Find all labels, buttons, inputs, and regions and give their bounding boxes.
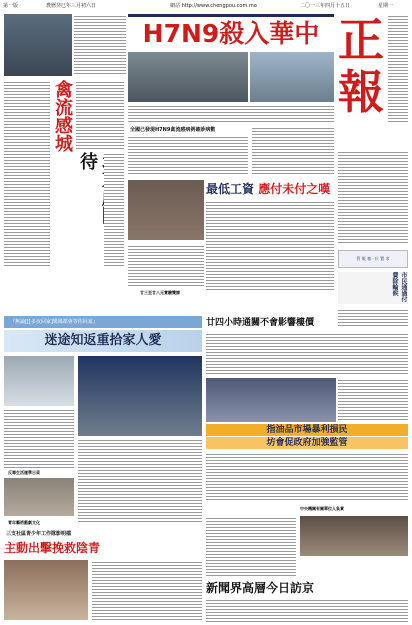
min-wage-title: 最低工資 [206,182,255,196]
lost-way-body [4,408,74,468]
flu-text-mid2 [104,152,124,266]
airport-photo [128,52,248,102]
masthead-char-1: 正 [338,13,384,67]
fuel-body [206,452,408,502]
side-vertical-block [338,272,408,304]
subhead-6: 中央機關有關單位人負責 [300,506,344,511]
hours24-body [206,332,408,376]
side-text [338,308,408,326]
h7n9-body-2 [128,135,248,175]
news-body-2 [206,598,408,622]
youth-headline: 主動出擊挽救陰青 [4,541,101,555]
lost-way-headline: 迷途知返重拾家人愛 [4,330,202,352]
banner: 『無論[[[多夜回家]媽媽都會等你回家』 [4,316,202,328]
lost-way-photo-1 [4,356,74,406]
top-bar [0,0,412,12]
flu-city-column [52,80,72,190]
news-photo [300,516,408,556]
subhead-3: 反毒生活運學日菜 [8,470,40,475]
flu-text-mid [76,80,124,150]
left-top-photo [4,14,72,76]
side-vertical-text: 市民通過付費除輪候 [391,272,407,302]
side-box [338,250,408,268]
h7n9-headline: H7N9殺入華中 [128,14,334,48]
date: 二〇一三年四月十五日 [300,3,351,9]
youth-body [92,560,202,620]
min-wage-headline [206,180,334,198]
subhead-1: 全國已發現H7N9禽流感病例確診病數 [130,127,216,133]
lost-way-photo-2 [78,356,202,436]
masthead [336,14,386,146]
beijing-headline: 待 [77,152,98,170]
harbour-photo [250,52,334,102]
website: 網站 http://www.chengpou.com.mo [170,3,257,9]
h7n9-body-3 [252,126,334,176]
masthead-char-2: 報 [338,65,384,119]
meeting-body [128,244,204,288]
masthead-info [388,14,408,124]
side-box-label: 管 飯 箱 · 位 置 求 [356,256,390,261]
fuel-photo [206,378,336,422]
masthead-details [338,150,408,245]
page-number: 第一版 [3,3,19,9]
flu-city-headline: 禽流感城 [52,80,73,152]
fuel-headline-2: 坊會促政府加強監管 [206,437,408,449]
beijing-column [76,152,102,258]
min-wage-body [206,200,334,290]
hours24-headline: 廿四小時通關不會影響樓價 [206,318,315,328]
meeting-photo [128,180,204,240]
news-body-1 [206,516,296,576]
subhead-2: 廿三至廿八元實驗雙課 [140,290,180,295]
date-lunar: 農曆癸巳年三月初六日 [46,3,97,9]
subhead-4: 青年藝術戲劇文化 [8,520,40,525]
left-top-text [74,14,126,76]
weekday: 星期一 [378,3,394,9]
fuel-side-text [338,378,408,422]
min-wage-title-rest: 應付未付之嘆 [258,182,331,196]
news-today-headline: 新聞界高層今日訪京 [206,581,315,595]
flu-text-left [4,80,50,266]
fuel-headline: 指油品市場暴利損民 [206,424,408,436]
subhead-5: 三支社區青少年工作隊影明檔 [6,531,72,537]
lost-way-body-2 [78,438,202,522]
lost-way-photo-3 [4,478,74,516]
youth-photo [4,560,88,620]
h7n9-body [128,104,334,124]
